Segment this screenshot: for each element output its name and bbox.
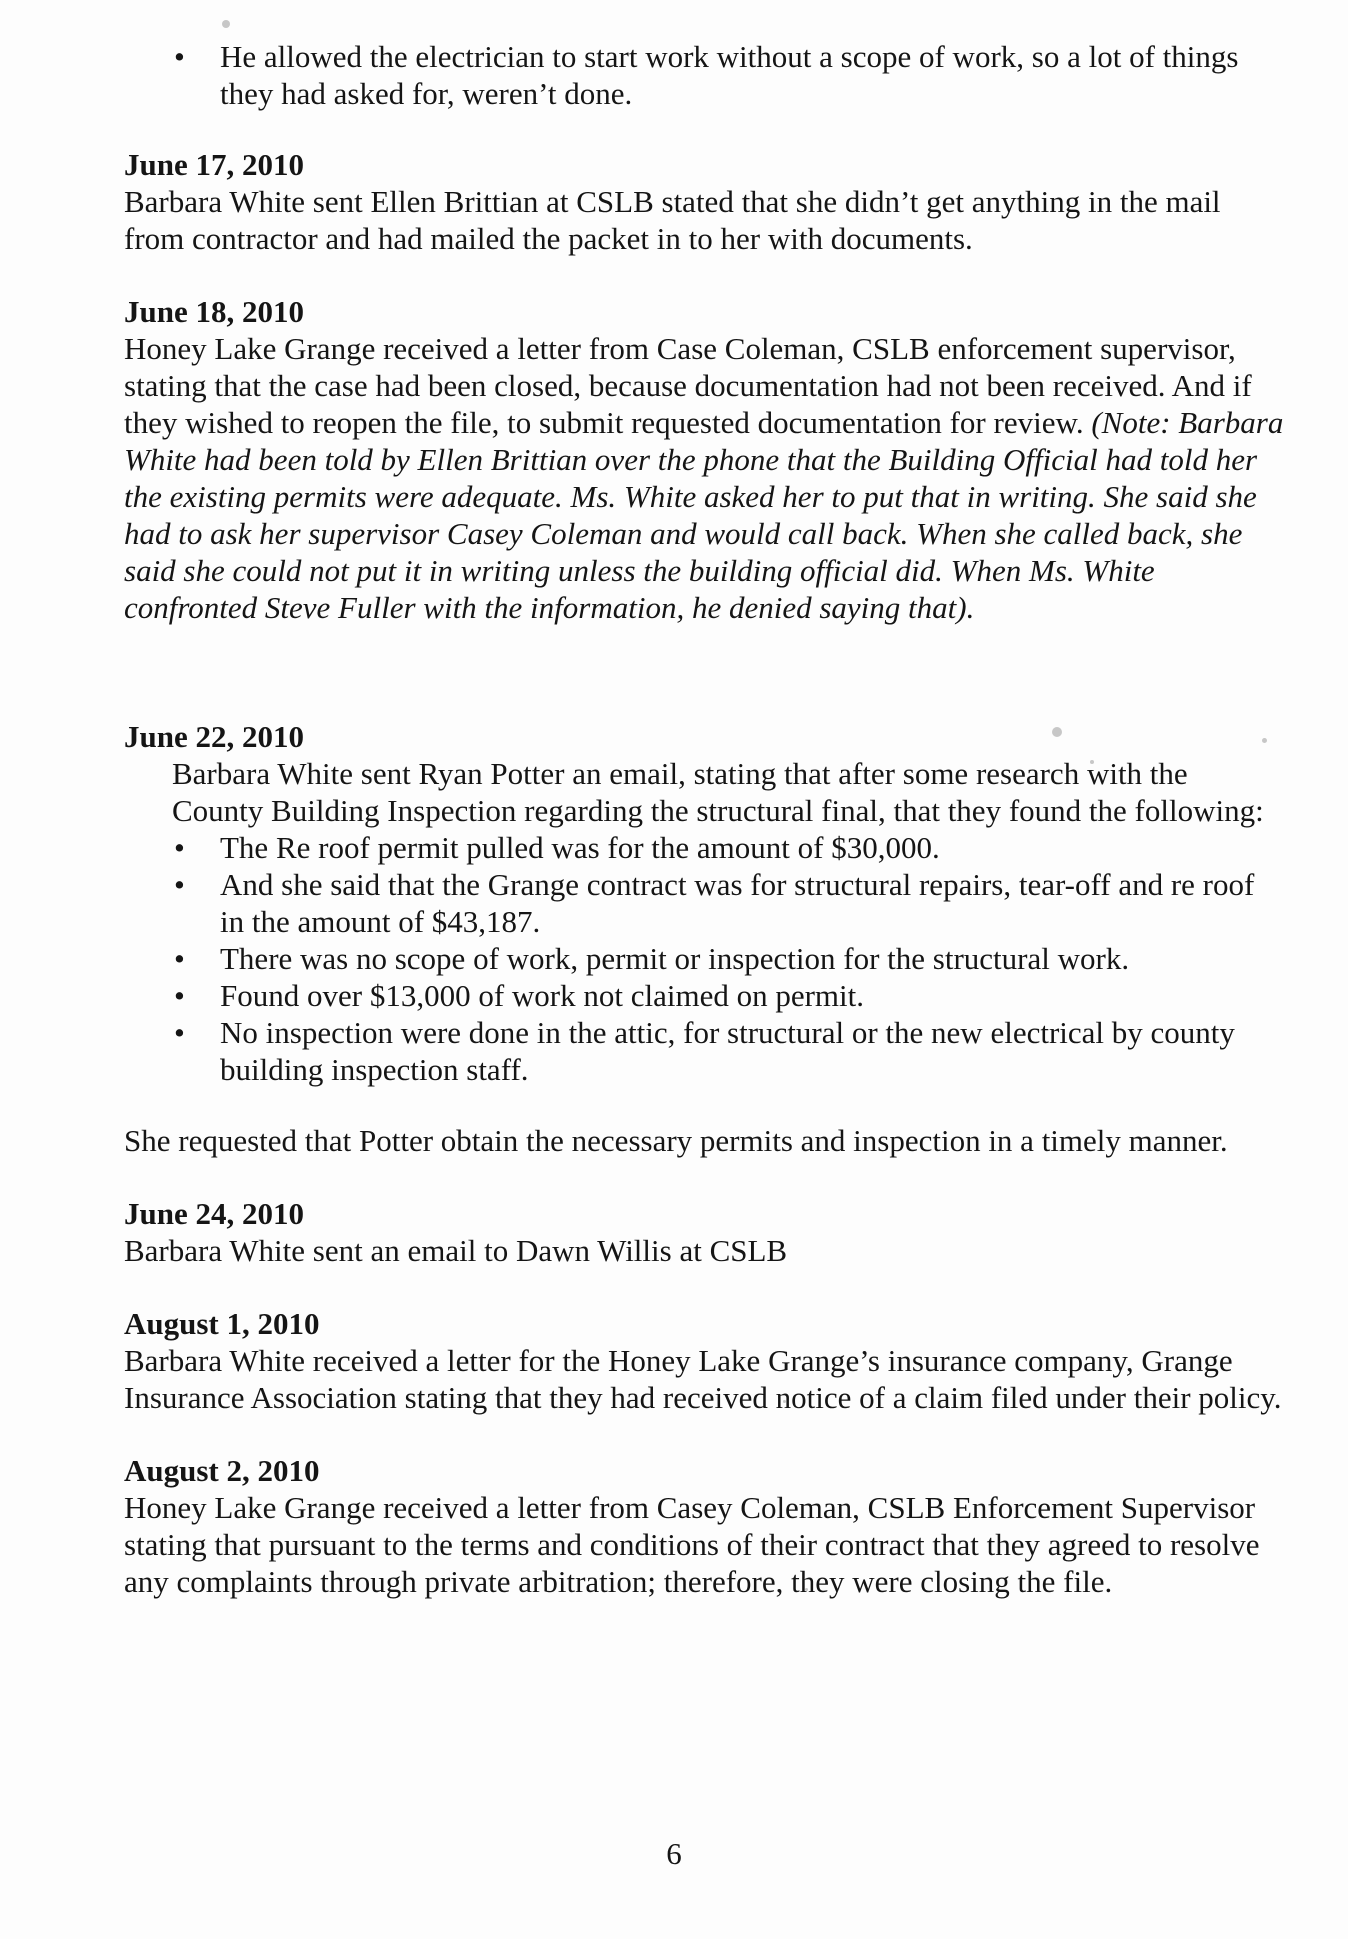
entry-date: June 22, 2010 bbox=[124, 719, 304, 754]
entry-indented-block bbox=[124, 755, 1284, 1088]
entry-text bbox=[124, 330, 1284, 626]
bullet-text: He allowed the electrician to start work without a scope of work, so a lot of things they had asked for, weren’t done. bbox=[220, 39, 1239, 111]
list-item bbox=[172, 977, 1284, 1014]
entry-text: Barbara White received a letter for the Honey Lake Grange’s insurance company, Grange Insurance Association stating that they had received notice of a claim filed under their policy. bbox=[124, 1343, 1282, 1415]
entry-date: June 18, 2010 bbox=[124, 294, 304, 329]
list-item bbox=[172, 829, 1284, 866]
entry-body: Honey Lake Grange received a letter from Case Coleman, CSLB enforcement supervisor, stating that the case had been closed, because documentation had not been received. And if they wished to reopen the file, to submit requested documentation for review. bbox=[124, 331, 1252, 440]
entry-date: August 1, 2010 bbox=[124, 1306, 320, 1341]
bullet-icon: • bbox=[174, 978, 185, 1013]
entry-june-24 bbox=[124, 1195, 1284, 1269]
entry-june-22 bbox=[124, 718, 1284, 1159]
entry-august-2 bbox=[124, 1452, 1284, 1600]
bullet-text: There was no scope of work, permit or inspection for the structural work. bbox=[220, 941, 1130, 976]
entry-date: June 17, 2010 bbox=[124, 147, 304, 182]
bullet-text: Found over $13,000 of work not claimed on permit. bbox=[220, 978, 865, 1013]
top-bullet-list bbox=[124, 38, 1284, 112]
scan-speck bbox=[222, 20, 230, 28]
list-item bbox=[172, 1014, 1284, 1088]
findings-list bbox=[172, 829, 1284, 1088]
entry-june-18 bbox=[124, 293, 1284, 626]
entry-intro: Barbara White sent Ryan Potter an email, stating that after some research with the County Building Inspection regarding the structural final, that they found the following: bbox=[172, 756, 1264, 828]
entry-date: June 24, 2010 bbox=[124, 1196, 304, 1231]
bullet-icon: • bbox=[174, 830, 185, 865]
list-item bbox=[172, 866, 1284, 940]
entry-text: Barbara White sent an email to Dawn Willis at CSLB bbox=[124, 1233, 788, 1268]
list-item bbox=[124, 38, 1284, 112]
entry-note: (Note: Barbara White had been told by Ellen Brittian over the phone that the Building Official had told her the existing permits were adequate. Ms. White asked her to put that in writing. She said she had to ask her supervisor Casey Coleman and would call back. When she called back, she said she could not put it in writing unless the building official did. When Ms. White confronted Steve Fuller with the information, he denied saying that). bbox=[124, 405, 1284, 625]
entry-text: Honey Lake Grange received a letter from Casey Coleman, CSLB Enforcement Supervisor stating that pursuant to the terms and conditions of their contract that they agreed to resolve any complaints through private arbitration; therefore, they were closing the file. bbox=[124, 1490, 1260, 1599]
list-item bbox=[172, 940, 1284, 977]
bullet-text: The Re roof permit pulled was for the amount of $30,000. bbox=[220, 830, 940, 865]
bullet-text: And she said that the Grange contract was for structural repairs, tear-off and re roof in the amount of $43,187. bbox=[220, 867, 1255, 939]
entry-date: August 2, 2010 bbox=[124, 1453, 320, 1488]
bullet-icon: • bbox=[174, 1015, 185, 1050]
page-number: 6 bbox=[666, 1836, 682, 1871]
entry-followup: She requested that Potter obtain the necessary permits and inspection in a timely manner. bbox=[124, 1123, 1228, 1158]
bullet-text: No inspection were done in the attic, for structural or the new electrical by county building inspection staff. bbox=[220, 1015, 1235, 1087]
entry-june-17 bbox=[124, 146, 1284, 257]
document-body bbox=[124, 38, 1284, 1600]
entry-august-1 bbox=[124, 1305, 1284, 1416]
bullet-icon: • bbox=[174, 941, 185, 976]
entry-text: Barbara White sent Ellen Brittian at CSLB stated that she didn’t get anything in the mail from contractor and had mailed the packet in to her with documents. bbox=[124, 184, 1221, 256]
bullet-icon: • bbox=[174, 867, 185, 902]
bullet-icon: • bbox=[174, 39, 185, 74]
